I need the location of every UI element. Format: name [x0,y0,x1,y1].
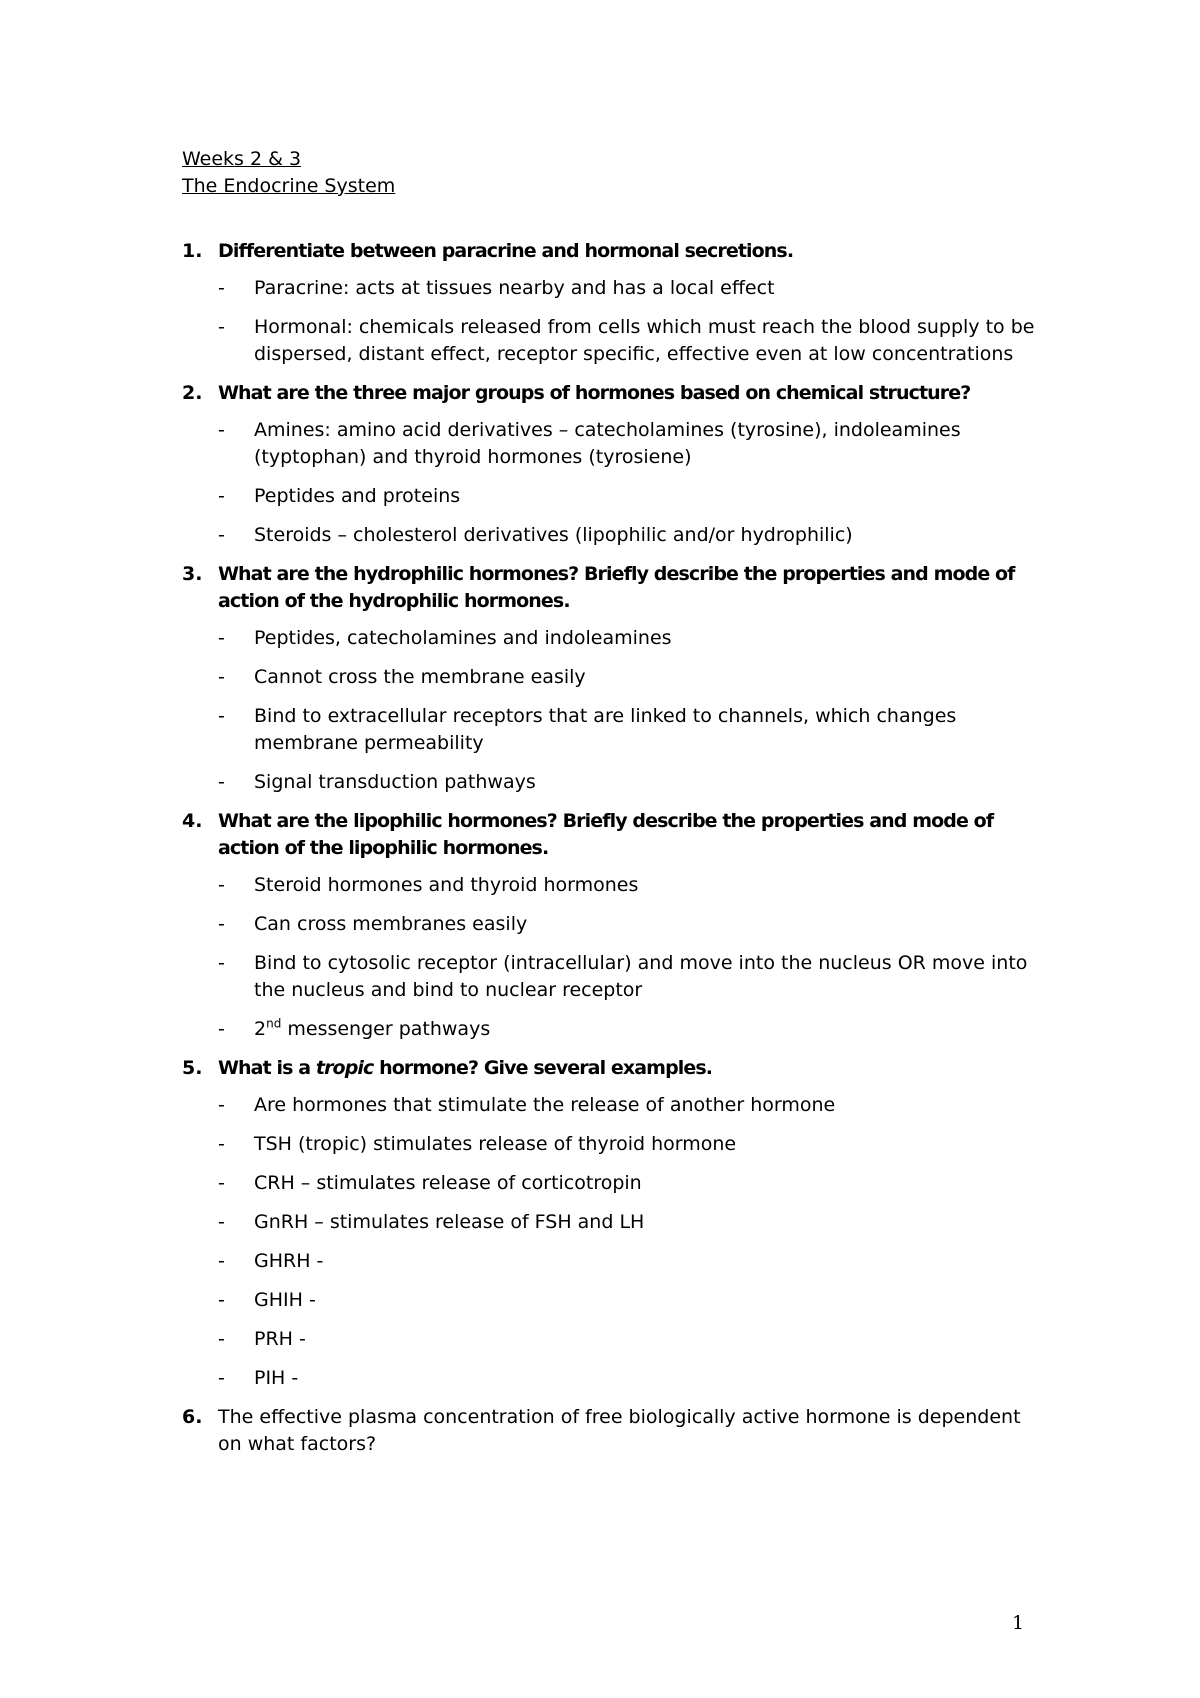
question-text: What are the hydrophilic hormones? Briefly describe the properties and mode of action of the hydrophilic hormones. [218,563,1015,612]
list-item [218,1209,1042,1236]
answer-text: GHRH - [254,1250,324,1272]
bullet-dash: - [218,705,225,727]
question-1 [182,238,1042,265]
bullet-dash: - [218,952,225,974]
answer-text: CRH – stimulates release of corticotropin [254,1172,642,1194]
list-item [218,275,1042,302]
list-item [218,911,1042,938]
answer-text: Paracrine: acts at tissues nearby and has a local effect [254,277,775,299]
answer-text: GnRH – stimulates release of FSH and LH [254,1211,645,1233]
bullet-dash: - [218,666,225,688]
list-item [218,314,1042,368]
list-item [218,1131,1042,1158]
bullet-dash: - [218,771,225,793]
question-text-end: hormone? Give several examples. [373,1057,713,1079]
bullet-dash: - [218,1250,225,1272]
bullet-dash: - [218,1172,225,1194]
question-text: What are the three major groups of hormones based on chemical structure? [218,382,971,404]
question-number: 6. [182,1406,203,1428]
list-item [218,522,1042,549]
bullet-dash: - [218,419,225,441]
list-item [218,950,1042,1004]
question-number: 5. [182,1057,203,1079]
question-4 [182,808,1042,862]
answer-list-3 [218,625,1042,796]
answer-list-5 [218,1092,1042,1392]
answer-text-rest: messenger pathways [281,1018,491,1040]
bullet-dash: - [218,1018,225,1040]
question-5 [182,1055,1042,1082]
bullet-dash: - [218,524,225,546]
question-text: The effective plasma concentration of free biologically active hormone is dependent on what factors? [218,1406,1021,1455]
answer-text: TSH (tropic) stimulates release of thyroid hormone [254,1133,737,1155]
bullet-dash: - [218,1328,225,1350]
list-item [218,1248,1042,1275]
list-item [218,872,1042,899]
answer-text: Hormonal: chemicals released from cells which must reach the blood supply to be dispersed, distant effect, receptor specific, effective even at low concentrations [254,316,1035,365]
document-header [182,146,395,200]
answer-text: Bind to cytosolic receptor (intracellular) and move into the nucleus OR move into the nucleus and bind to nuclear receptor [254,952,1028,1001]
question-text: What are the lipophilic hormones? Briefly describe the properties and mode of action of the lipophilic hormones. [218,810,994,859]
header-weeks: Weeks 2 & 3 [182,148,302,170]
answer-text: Are hormones that stimulate the release of another hormone [254,1094,836,1116]
list-item [218,703,1042,757]
answer-text: GHIH - [254,1289,316,1311]
list-item [218,664,1042,691]
question-text: Differentiate between paracrine and hormonal secretions. [218,240,794,262]
list-item [218,1287,1042,1314]
ordinal-suffix: nd [266,1016,282,1031]
answer-text: Amines: amino acid derivatives – catecholamines (tyrosine), indoleamines (typtophan) and thyroid hormones (tyrosiene) [254,419,961,468]
page-number: 1 [1012,1612,1025,1634]
answer-text: PIH - [254,1367,299,1389]
answer-list-4 [218,872,1042,1043]
question-number: 3. [182,563,203,585]
ordinal-number: 2 [254,1018,267,1040]
list-item [218,1365,1042,1392]
question-6 [182,1404,1042,1458]
list-item [218,1170,1042,1197]
answer-text: Peptides and proteins [254,485,461,507]
question-text-start: What is a [218,1057,316,1079]
question-list [182,238,1042,1468]
bullet-dash: - [218,485,225,507]
answer-text: Cannot cross the membrane easily [254,666,586,688]
answer-text: Can cross membranes easily [254,913,528,935]
answer-text: Steroid hormones and thyroid hormones [254,874,639,896]
answer-text: Peptides, catecholamines and indoleamines [254,627,672,649]
list-item [218,417,1042,471]
bullet-dash: - [218,1133,225,1155]
bullet-dash: - [218,277,225,299]
question-text [218,1055,1042,1082]
bullet-dash: - [218,913,225,935]
question-text-italic: tropic [315,1057,374,1079]
answer-text: Signal transduction pathways [254,771,536,793]
question-3 [182,561,1042,615]
bullet-dash: - [218,1367,225,1389]
answer-list-2 [218,417,1042,549]
question-number: 1. [182,240,203,262]
list-item [218,483,1042,510]
list-item [218,1326,1042,1353]
list-item [218,769,1042,796]
list-item [218,1092,1042,1119]
answer-text [254,1016,1042,1043]
bullet-dash: - [218,1094,225,1116]
list-item [218,1016,1042,1043]
question-number: 4. [182,810,203,832]
bullet-dash: - [218,316,225,338]
bullet-dash: - [218,874,225,896]
answer-text: Bind to extracellular receptors that are linked to channels, which changes membrane permeability [254,705,957,754]
bullet-dash: - [218,627,225,649]
header-title: The Endocrine System [182,175,396,197]
answer-text: Steroids – cholesterol derivatives (lipophilic and/or hydrophilic) [254,524,853,546]
list-item [218,625,1042,652]
answer-list-1 [218,275,1042,368]
question-number: 2. [182,382,203,404]
bullet-dash: - [218,1289,225,1311]
question-2 [182,380,1042,407]
answer-text: PRH - [254,1328,306,1350]
bullet-dash: - [218,1211,225,1233]
